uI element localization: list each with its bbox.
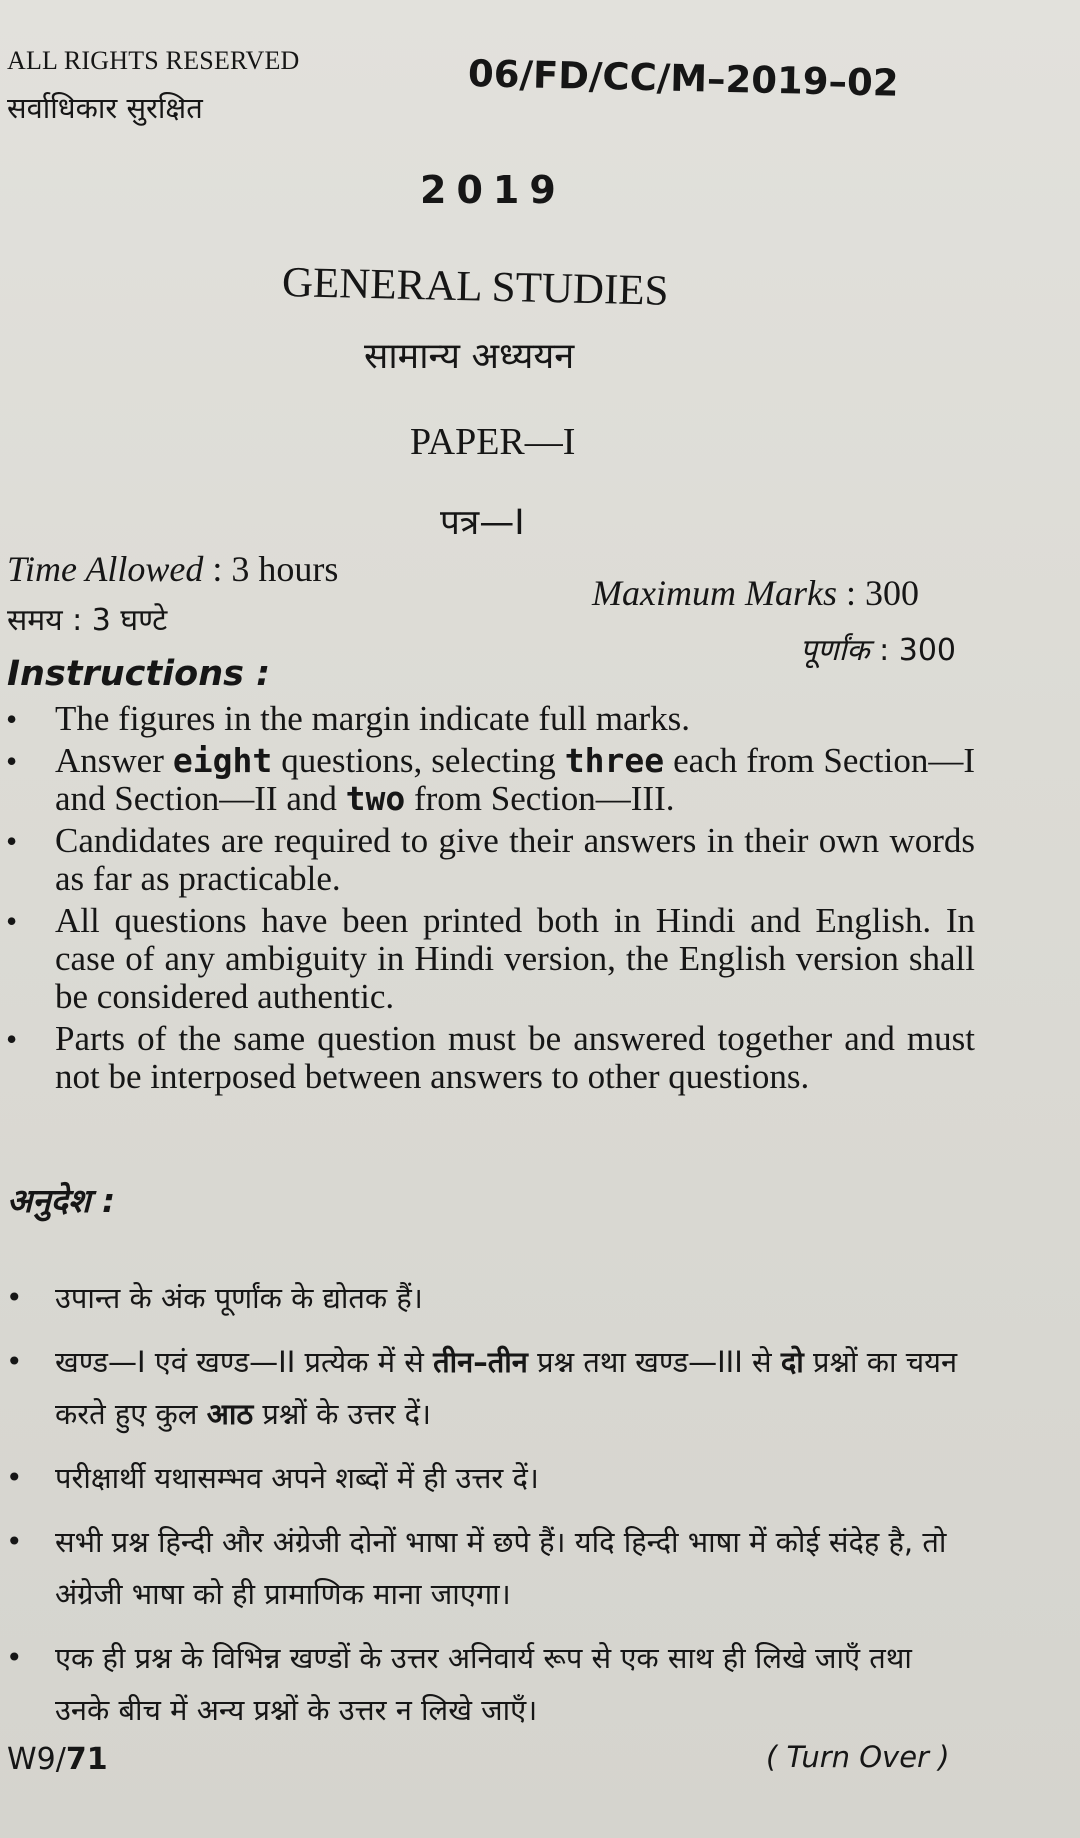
instruction-item-hi xyxy=(0,1632,975,1736)
instruction-text: The figures in the margin indicate full marks. xyxy=(55,699,691,738)
bullet-icon: • xyxy=(6,1345,23,1378)
instructions-heading-en: Instructions : xyxy=(7,654,271,694)
instruction-text: All questions have been printed both in Hindi and English. In case of any ambiguity in Hindi version, the English version shall be considered authentic. xyxy=(55,901,975,1016)
exam-title-en: GENERAL STUDIES xyxy=(281,259,670,315)
instruction-text: Candidates are required to give their answers in their own words as far as practicable. xyxy=(55,821,975,898)
instruction-text: Answer xyxy=(55,741,173,780)
time-allowed-hi: समय : 3 घण्टे xyxy=(7,603,168,638)
instruction-item-hi xyxy=(0,1516,975,1620)
instruction-item-hi xyxy=(0,1452,975,1504)
instruction-text: from Section—III. xyxy=(405,779,675,818)
instruction-text-hi: प्रश्न तथा खण्ड—III से xyxy=(527,1345,781,1379)
maximum-marks-hi-label: पूर्णांक xyxy=(800,633,870,668)
instruction-text: each from Section—I and Section—II and xyxy=(55,741,975,818)
instructions-heading-hi: अनुदेश : xyxy=(7,1181,116,1220)
bullet-icon: • xyxy=(6,1461,23,1494)
exam-year: 2019 xyxy=(420,168,566,212)
booklet-code-prefix: W9/ xyxy=(7,1742,66,1777)
instruction-emphasis: eight xyxy=(172,741,273,780)
instruction-emphasis-hi: आठ xyxy=(206,1397,254,1431)
paper-number-hi: पत्र—I xyxy=(440,503,525,543)
bullet-icon: • xyxy=(6,903,18,939)
bullet-icon: • xyxy=(6,701,18,737)
instruction-item xyxy=(0,742,975,818)
instruction-item xyxy=(0,822,975,898)
bullet-icon: • xyxy=(6,1525,23,1558)
instructions-list-en xyxy=(0,700,1000,1100)
exam-title-hi: सामान्य अध्ययन xyxy=(364,336,575,377)
instruction-text-hi: प्रश्नों के उत्तर दें। xyxy=(253,1397,432,1431)
instruction-text-hi: परीक्षार्थी यथासम्भव अपने शब्दों में ही उत्तर दें। xyxy=(55,1461,539,1495)
instruction-text-hi: उपान्त के अंक पूर्णांक के द्योतक हैं। xyxy=(55,1281,423,1315)
rights-reserved-en: ALL RIGHTS RESERVED xyxy=(7,46,300,75)
bullet-icon: • xyxy=(6,1281,23,1314)
bullet-icon: • xyxy=(6,1641,23,1674)
instruction-emphasis-hi: दो xyxy=(780,1345,804,1379)
maximum-marks-hi-value: : 300 xyxy=(879,633,956,668)
paper-code: 06/FD/CC/M–2019–02 xyxy=(467,52,900,105)
instruction-text-hi: सभी प्रश्न हिन्दी और अंग्रेजी दोनों भाषा में छपे हैं। यदि हिन्दी भाषा में कोई संदेह है, तो अंग्रेजी भाषा को ही प्रामाणिक माना जाएगा। xyxy=(55,1525,947,1611)
instruction-emphasis: three xyxy=(564,741,665,780)
maximum-marks-hi xyxy=(800,628,956,669)
instruction-item-hi xyxy=(0,1272,975,1324)
maximum-marks-value: : 300 xyxy=(845,573,919,613)
instruction-text-hi: एक ही प्रश्न के विभिन्न खण्डों के उत्तर अनिवार्य रूप से एक साथ ही लिखे जाएँ तथा उनके बीच में अन्य प्रश्नों के उत्तर न लिखे जाएँ। xyxy=(55,1641,912,1727)
instruction-item xyxy=(0,700,975,738)
turn-over-note: ( Turn Over ) xyxy=(766,1740,950,1774)
rights-reserved-hi: सर्वाधिकार सुरक्षित xyxy=(7,91,203,125)
instructions-list-hi xyxy=(0,1272,1000,1748)
instruction-emphasis-hi: तीन–तीन xyxy=(433,1345,528,1379)
maximum-marks-label: Maximum Marks xyxy=(592,573,837,613)
instruction-text: Parts of the same question must be answered together and must not be interposed between answers to other questions. xyxy=(55,1019,975,1096)
bullet-icon: • xyxy=(6,823,18,859)
paper-number-en: PAPER—I xyxy=(410,421,576,463)
instruction-item-hi xyxy=(0,1336,975,1440)
time-allowed-value: : 3 hours xyxy=(212,549,339,589)
booklet-code-number: 71 xyxy=(65,1742,108,1777)
instruction-item xyxy=(0,1020,975,1096)
time-allowed-label: Time Allowed xyxy=(7,549,204,589)
time-allowed-en xyxy=(7,548,338,590)
instruction-emphasis: two xyxy=(345,779,406,818)
maximum-marks-en xyxy=(592,572,919,614)
instruction-item xyxy=(0,902,975,1016)
instruction-text: questions, selecting xyxy=(272,741,565,780)
bullet-icon: • xyxy=(6,743,18,779)
bullet-icon: • xyxy=(6,1021,18,1057)
instruction-text-hi: खण्ड—I एवं खण्ड—II प्रत्येक में से xyxy=(55,1345,434,1379)
booklet-code xyxy=(7,1742,108,1777)
instruction-text-hi: प्रश्नों का चयन करते हुए कुल xyxy=(55,1345,958,1431)
